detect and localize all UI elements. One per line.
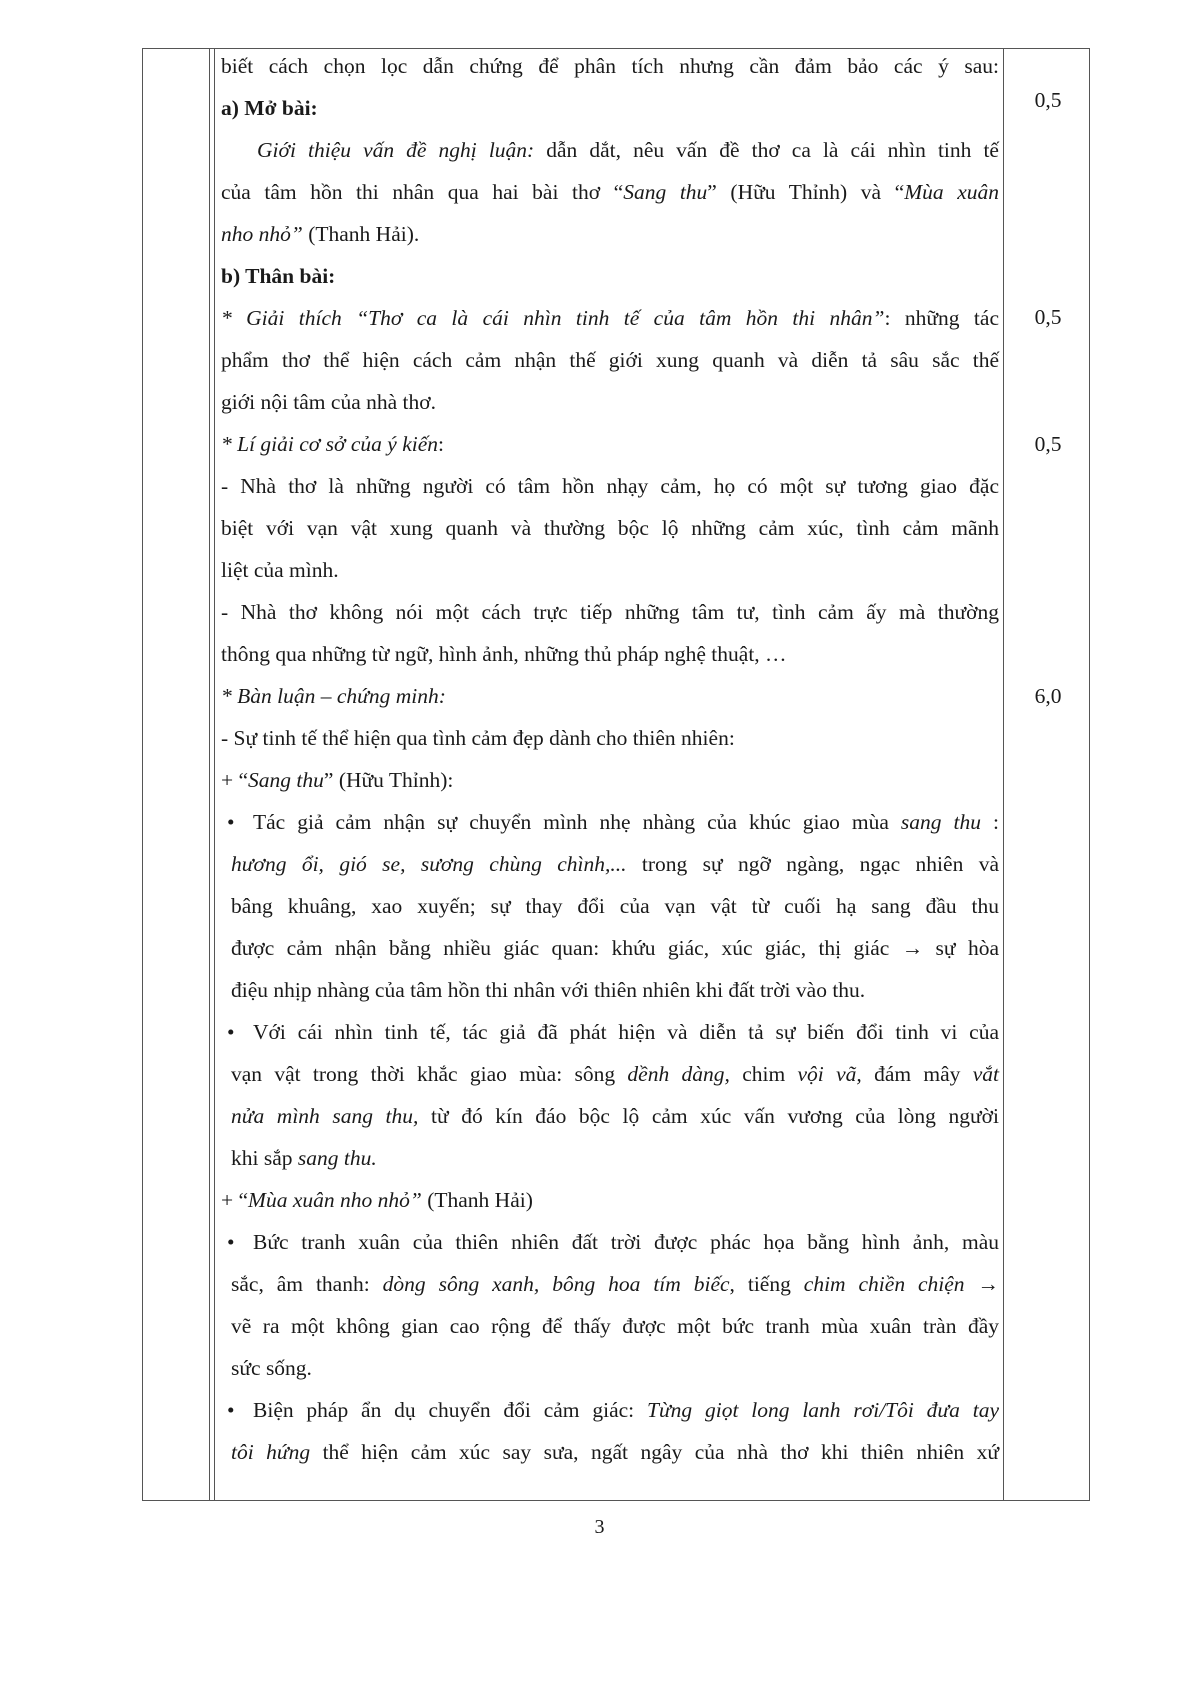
text-line: + “Mùa xuân nho nhỏ” (Thanh Hải)	[221, 1188, 533, 1212]
text-line: sức sống.	[231, 1356, 312, 1380]
text-line: * Bàn luận – chứng minh:	[221, 684, 446, 708]
answer-content	[215, 49, 999, 1473]
text-line: bâng khuâng, xao xuyến; sự thay đổi của vạn vật từ cuối hạ sang đầu thu	[231, 894, 999, 918]
score-discussion: 6,0	[1034, 684, 1062, 708]
bullet-item: • Với cái nhìn tinh tế, tác giả đã phát hiện và diễn tả sự biến đổi tinh vi của	[227, 1020, 999, 1044]
text-line: được cảm nhận bằng nhiều giác quan: khứu giác, xúc giác, thị giác → sự hòa	[231, 936, 999, 960]
text-line: - Nhà thơ không nói một cách trực tiếp những tâm tư, tình cảm ấy mà thường	[221, 600, 999, 624]
text-line: biết cách chọn lọc dẫn chứng để phân tích nhưng cần đảm bảo các ý sau:	[221, 54, 999, 78]
text-line: liệt của mình.	[221, 558, 339, 582]
text-line: tôi hứng thể hiện cảm xúc say sưa, ngất ngây của nhà thơ khi thiên nhiên xứ	[231, 1440, 999, 1464]
text-line: khi sắp sang thu.	[231, 1146, 377, 1170]
grading-table	[142, 48, 1090, 1501]
section-heading-body: b) Thân bài:	[221, 264, 336, 288]
bullet-item: • Tác giả cảm nhận sự chuyển mình nhẹ nhàng của khúc giao mùa sang thu :	[227, 810, 999, 834]
score-explain: 0,5	[1034, 305, 1062, 329]
text-line: thông qua những từ ngữ, hình ảnh, những thủ pháp nghệ thuật, …	[221, 642, 787, 666]
section-heading-intro: a) Mở bài:	[221, 96, 318, 120]
text-line: * Giải thích “Thơ ca là cái nhìn tinh tế của tâm hồn thi nhân”: những tác	[221, 306, 999, 330]
text-line: phẩm thơ thể hiện cách cảm nhận thế giới xung quanh và diễn tả sâu sắc thế	[221, 348, 999, 372]
bullet-item: • Biện pháp ẩn dụ chuyển đổi cảm giác: Từng giọt long lanh rơi/Tôi đưa tay	[227, 1398, 999, 1422]
text-line: - Sự tinh tế thể hiện qua tình cảm đẹp dành cho thiên nhiên:	[221, 726, 735, 750]
text-line: Giới thiệu vấn đề nghị luận: dẫn dắt, nêu vấn đề thơ ca là cái nhìn tinh tế	[257, 138, 999, 162]
text-line: - Nhà thơ là những người có tâm hồn nhạy cảm, họ có một sự tương giao đặc	[221, 474, 999, 498]
text-line: của tâm hồn thi nhân qua hai bài thơ “Sang thu” (Hữu Thỉnh) và “Mùa xuân	[221, 180, 999, 204]
text-line: nho nhỏ” (Thanh Hải).	[221, 222, 420, 246]
text-line: vạn vật trong thời khắc giao mùa: sông dềnh dàng, chim vội vã, đám mây vắt	[231, 1062, 999, 1086]
score-basis: 0,5	[1034, 432, 1062, 456]
text-line: giới nội tâm của nhà thơ.	[221, 390, 436, 414]
text-line: nửa mình sang thu, từ đó kín đáo bộc lộ cảm xúc vấn vương của lòng người	[231, 1104, 999, 1128]
text-line: * Lí giải cơ sở của ý kiến:	[221, 432, 444, 456]
column-divider	[209, 49, 210, 1500]
column-divider	[1003, 49, 1004, 1500]
bullet-item: • Bức tranh xuân của thiên nhiên đất trời được phác họa bằng hình ảnh, màu	[227, 1230, 999, 1254]
text-line: vẽ ra một không gian cao rộng để thấy được một bức tranh mùa xuân tràn đầy	[231, 1314, 999, 1338]
text-line: biệt với vạn vật xung quanh và thường bộc lộ những cảm xúc, tình cảm mãnh	[221, 516, 999, 540]
text-line: sắc, âm thanh: dòng sông xanh, bông hoa tím biếc, tiếng chim chiền chiện →	[231, 1272, 999, 1296]
text-line: điệu nhịp nhàng của tâm hồn thi nhân với thiên nhiên khi đất trời vào thu.	[231, 978, 866, 1002]
page-number: 3	[594, 1516, 605, 1538]
text-line: + “Sang thu” (Hữu Thỉnh):	[221, 768, 454, 792]
text-line: hương ổi, gió se, sương chùng chình,... trong sự ngỡ ngàng, ngạc nhiên và	[231, 852, 999, 876]
score-intro: 0,5	[1034, 88, 1062, 112]
